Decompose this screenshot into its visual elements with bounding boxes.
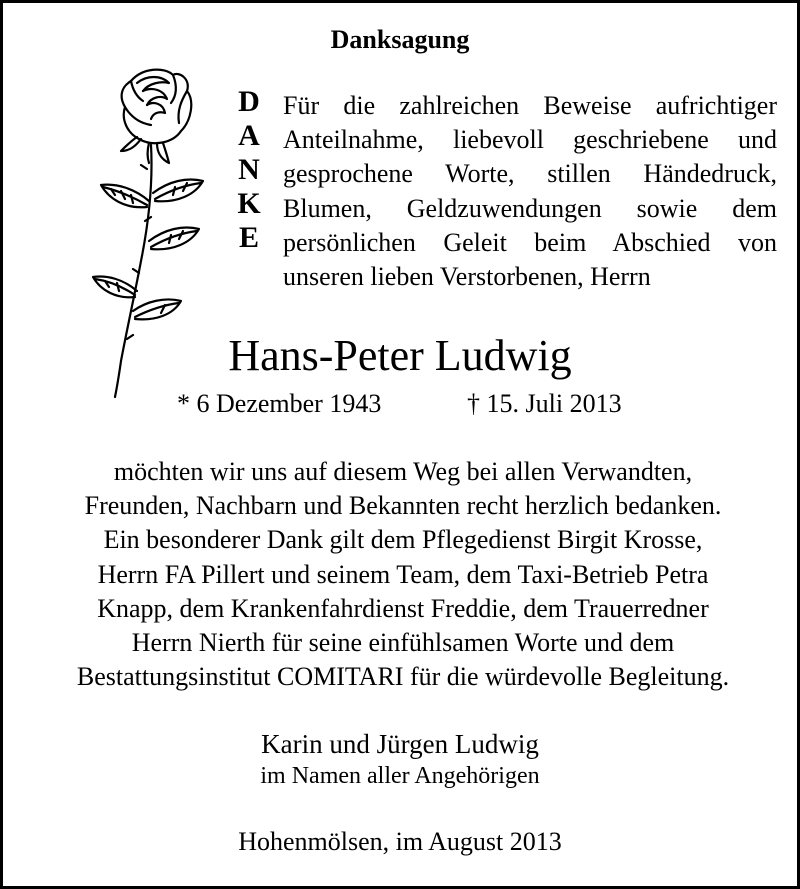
intro-line: persönlichen Geleit beim Abschied von bbox=[283, 227, 777, 257]
danke-acrostic bbox=[229, 85, 269, 255]
danke-letter: D bbox=[238, 85, 260, 118]
thanks-text bbox=[13, 455, 793, 694]
signature-names: Karin und Jürgen Ludwig bbox=[261, 729, 539, 759]
thanks-line: Knapp, dem Krankenfahrdienst Freddie, dem Trauerredner bbox=[97, 593, 709, 623]
heading: Danksagung bbox=[330, 25, 470, 54]
intro-text bbox=[283, 89, 777, 294]
deceased-name: Hans-Peter Ludwig bbox=[228, 331, 572, 380]
intro-line: Blumen, Geldzuwendungen sowie dem bbox=[283, 193, 777, 223]
place-date: Hohenmölsen, im August 2013 bbox=[238, 827, 562, 856]
birth-date: * 6 Dezember 1943 bbox=[177, 389, 382, 418]
danke-letter: K bbox=[237, 187, 261, 220]
intro-line: Anteilnahme, liebevoll geschriebene und bbox=[283, 125, 777, 155]
danke-letter: E bbox=[238, 221, 259, 254]
thanks-line: möchten wir uns auf diesem Weg bei allen Verwandten, bbox=[113, 457, 693, 486]
intro-line: Für die zahlreichen Beweise aufrichtiger bbox=[283, 91, 777, 120]
danke-letter: N bbox=[238, 153, 260, 186]
intro-line: gesprochene Worte, stillen Händedruck, bbox=[283, 159, 777, 189]
danke-letter: A bbox=[238, 119, 260, 152]
thanks-line: Freunden, Nachbarn und Bekannten recht herzlich bedanken. bbox=[84, 491, 722, 521]
thanks-line: Bestattungsinstitut COMITARI für die würdevolle Begleitung. bbox=[76, 662, 730, 692]
death-date: † 15. Juli 2013 bbox=[467, 389, 622, 418]
thanks-line: Ein besonderer Dank gilt dem Pflegedienst Birgit Krosse, bbox=[103, 525, 703, 555]
intro-line: unseren lieben Verstorbenen, Herrn bbox=[283, 262, 651, 292]
thanks-line: Herrn FA Pillert und seinem Team, dem Taxi-Betrieb Petra bbox=[97, 559, 709, 589]
thanks-line: Herrn Nierth für seine einfühlsamen Worte und dem bbox=[131, 628, 675, 658]
signature-on-behalf: im Namen aller Angehörigen bbox=[260, 763, 540, 789]
